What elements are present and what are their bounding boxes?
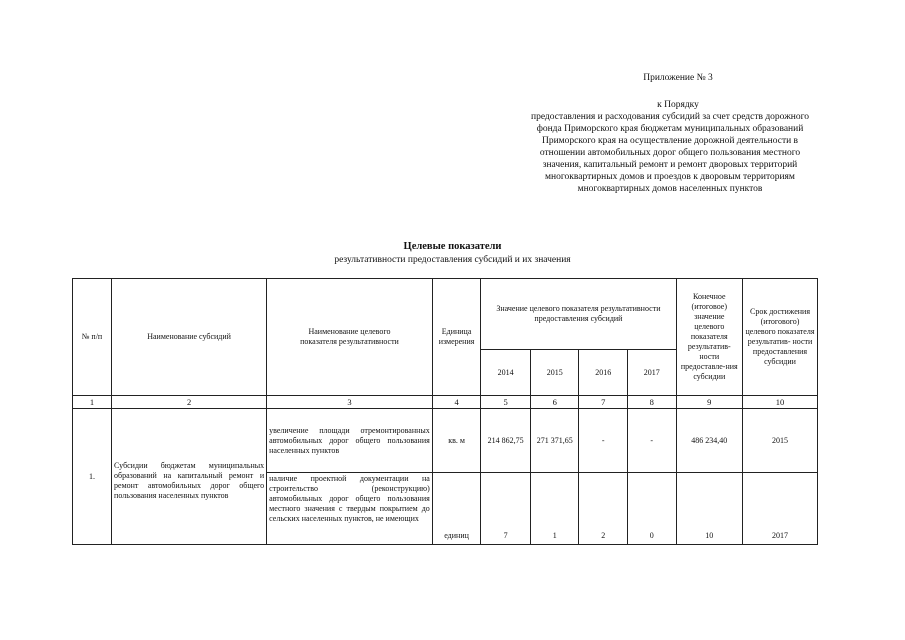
header-deadline: Срок достижения (итогового) целевого показателя результатив- ности предоставления субсидии bbox=[743, 279, 818, 396]
appendix-to: к Порядку bbox=[657, 100, 699, 110]
final-value: 10 bbox=[676, 473, 742, 545]
header-year-2017: 2017 bbox=[627, 350, 676, 396]
document-title: Целевые показатели bbox=[403, 241, 502, 252]
appendix-number: Приложение № 3 bbox=[643, 73, 713, 83]
header-final-value: Конечное (итоговое) значение целевого показателя результатив-ности предоставле-ния субсидии bbox=[676, 279, 742, 396]
unit-cell: кв. м bbox=[432, 409, 481, 473]
col-number: 6 bbox=[530, 396, 579, 409]
col-number: 1 bbox=[73, 396, 112, 409]
header-num: № п/п bbox=[73, 279, 112, 396]
col-number: 10 bbox=[743, 396, 818, 409]
value-2016: - bbox=[579, 409, 628, 473]
col-number: 8 bbox=[627, 396, 676, 409]
indicators-table bbox=[72, 278, 818, 545]
col-number: 9 bbox=[676, 396, 742, 409]
header-indicator-name: Наименование целевого показателя результативности bbox=[267, 279, 433, 396]
header-row bbox=[73, 279, 818, 350]
value-2014: 7 bbox=[481, 473, 531, 545]
header-values-group: Значение целевого показателя результативности предоставления субсидий bbox=[481, 279, 676, 350]
deadline-year: 2015 bbox=[743, 409, 818, 473]
header-year-2016: 2016 bbox=[579, 350, 628, 396]
table-row bbox=[73, 409, 818, 473]
value-2017: 0 bbox=[627, 473, 676, 545]
appendix-text: предоставления и расходования субсидий за счет средств дорожного фонда Приморского края бюджетам муниципальных образований Приморского края на осуществление дорожной деятельности в отношении автомобильных дорог общего пользования местного значения, капитальный ремонт и ремонт дворовых территорий многоквартирных домов и проездов к дворовым территориям многоквартирных домов населенных пунктов bbox=[530, 112, 810, 194]
subsidy-name: Субсидии бюджетам муниципальных образований на капитальный ремонт и ремонт автомобильных дорог общего пользования населенных пунктов bbox=[112, 409, 267, 545]
value-2015: 1 bbox=[530, 473, 579, 545]
header-unit: Единица измерения bbox=[432, 279, 481, 396]
header-year-2015: 2015 bbox=[530, 350, 579, 396]
value-2014: 214 862,75 bbox=[481, 409, 531, 473]
value-2016: 2 bbox=[579, 473, 628, 545]
col-number: 7 bbox=[579, 396, 628, 409]
deadline-year: 2017 bbox=[743, 473, 818, 545]
row-number: 1. bbox=[73, 409, 112, 545]
unit-cell: единиц bbox=[432, 473, 481, 545]
column-numbers-row bbox=[73, 396, 818, 409]
col-number: 3 bbox=[267, 396, 433, 409]
final-value: 486 234,40 bbox=[676, 409, 742, 473]
indicator-name: увеличение площади отремонтированных автомобильных дорог общего пользования населенных пунктов bbox=[267, 409, 433, 473]
col-number: 4 bbox=[432, 396, 481, 409]
document-subtitle: результативности предоставления субсидий и их значения bbox=[334, 255, 571, 265]
col-number: 5 bbox=[481, 396, 531, 409]
col-number: 2 bbox=[112, 396, 267, 409]
value-2015: 271 371,65 bbox=[530, 409, 579, 473]
header-year-2014: 2014 bbox=[481, 350, 531, 396]
indicator-name: наличие проектной документации на строительство (реконструкцию) автомобильных дорог общего пользования местного значения с твердым покрытием до сельских населенных пунктов, не имеющих bbox=[267, 473, 433, 545]
value-2017: - bbox=[627, 409, 676, 473]
header-subsidy-name: Наименование субсидий bbox=[112, 279, 267, 396]
